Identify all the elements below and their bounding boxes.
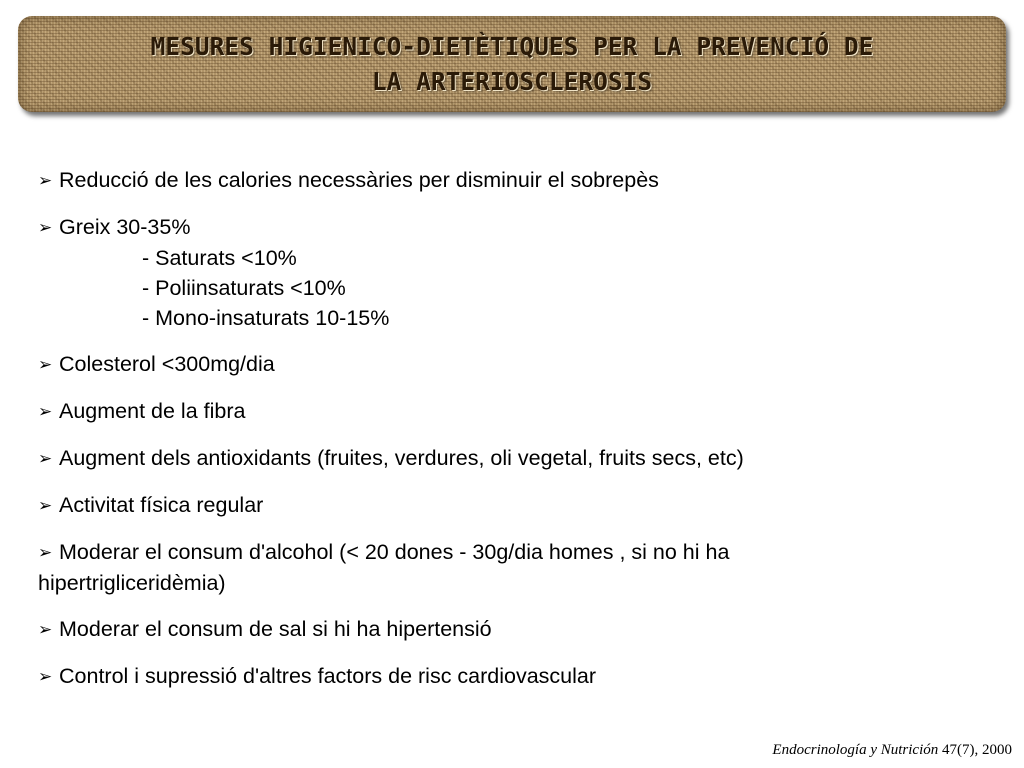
bullet-item-activity [38, 490, 998, 521]
sub-item-saturated: - Saturats <10% [142, 246, 297, 270]
slide-title [151, 29, 874, 99]
arrow-bullet-icon: ➢ [38, 355, 53, 375]
citation-reference: 47(7), 2000 [942, 742, 1012, 758]
bullet-item-alcohol [38, 537, 998, 598]
sub-item-polyunsaturated: - Poliinsaturats <10% [142, 276, 346, 300]
bullet-item-cholesterol [38, 349, 998, 380]
bullet-text: Activitat física regular [59, 493, 264, 517]
slide-title-line-2: LA ARTERIOSCLEROSIS [371, 67, 653, 96]
bullet-text: Augment dels antioxidants (fruites, verdures, oli vegetal, fruits secs, etc) [59, 446, 744, 470]
arrow-bullet-icon: ➢ [38, 620, 53, 640]
arrow-bullet-icon: ➢ [38, 402, 53, 422]
bullet-item-fiber [38, 396, 998, 427]
bullet-text: Reducció de les calories necessàries per disminuir el sobrepès [59, 168, 659, 192]
arrow-bullet-icon: ➢ [38, 449, 53, 469]
arrow-bullet-icon: ➢ [38, 667, 53, 687]
title-banner [18, 16, 1006, 112]
bullet-text: Moderar el consum d'alcohol (< 20 dones - 30g/dia homes , si no hi ha [59, 540, 730, 564]
bullet-item-antioxidants [38, 443, 998, 474]
bullet-item-calories [38, 165, 998, 196]
arrow-bullet-icon: ➢ [38, 171, 53, 191]
bullet-item-risk-factors [38, 661, 998, 692]
bullet-text-continued: hipertrigliceridèmia) [38, 571, 226, 595]
arrow-bullet-icon: ➢ [38, 218, 53, 238]
bullet-text: Colesterol <300mg/dia [59, 352, 275, 376]
bullet-text: Control i supressió d'altres factors de risc cardiovascular [59, 664, 597, 688]
bullet-text: Greix 30-35% [59, 215, 191, 239]
bullet-list [38, 165, 998, 708]
bullet-item-salt [38, 614, 998, 645]
bullet-item-fat [38, 212, 998, 333]
citation-journal: Endocrinología y Nutrición [772, 742, 939, 758]
slide-title-line-1: MESURES HIGIENICO-DIETÈTIQUES PER LA PREVENCIÓ DE [150, 32, 874, 61]
bullet-text: Augment de la fibra [59, 399, 246, 423]
arrow-bullet-icon: ➢ [38, 543, 53, 563]
bullet-text: Moderar el consum de sal si hi ha hipertensió [59, 617, 492, 641]
sub-item-monounsaturated: - Mono-insaturats 10-15% [142, 306, 390, 330]
source-citation [772, 742, 1012, 759]
arrow-bullet-icon: ➢ [38, 496, 53, 516]
